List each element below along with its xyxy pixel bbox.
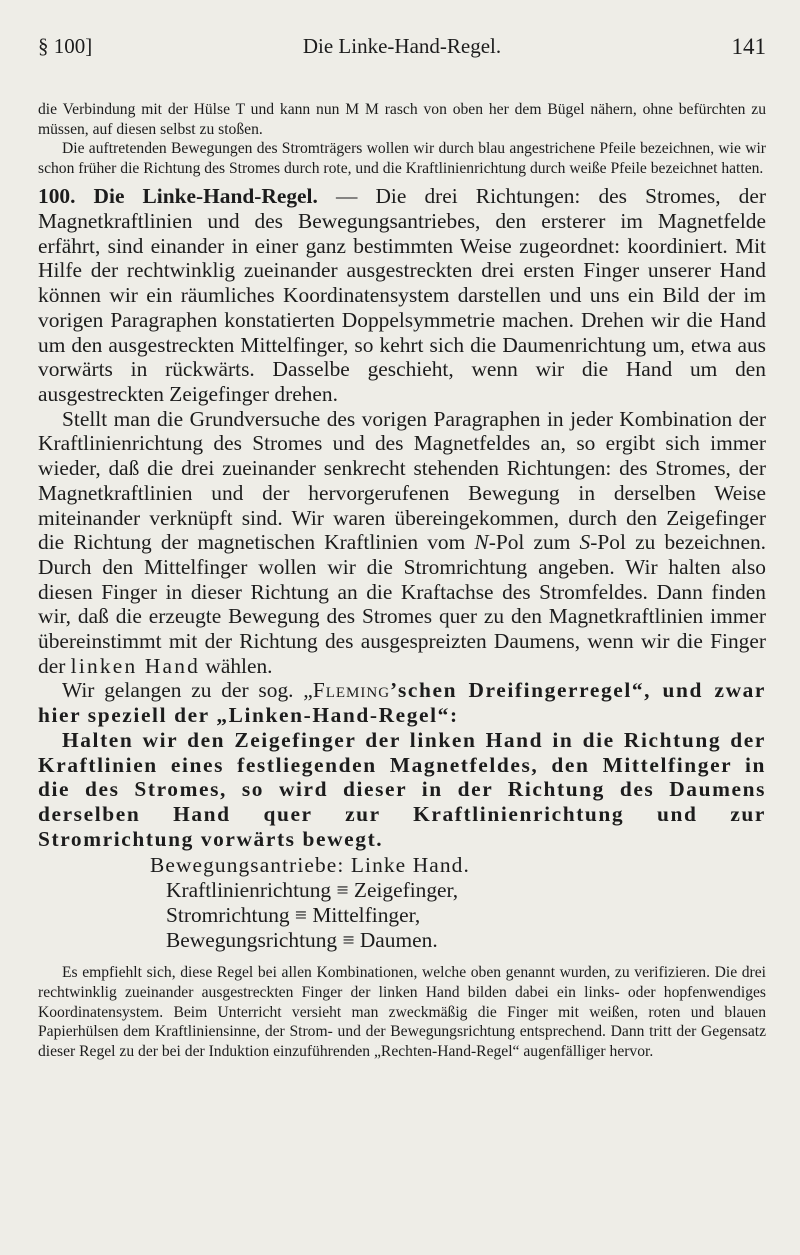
section-paragraph-3 [38,678,766,727]
section-paragraph-2 [38,407,766,679]
section-number: 100. [38,184,76,209]
section-paragraph-1 [38,184,766,406]
n-pole-symbol: N [474,530,489,555]
summary-line-motion: Bewegungsrichtung ≡ Daumen. [166,928,438,953]
summary-heading: Bewegungsantriebe: Linke Hand. [150,853,470,878]
summary-line-field: Kraftlinienrichtung ≡ Zeigefinger, [166,878,459,903]
summary-line-current: Stromrichtung ≡ Mittelfinger, [166,903,421,928]
book-page [38,0,766,1255]
running-title: Die Linke-Hand-Regel. [302,34,502,58]
running-head [38,34,766,64]
intro-paragraph-2: Die auftretenden Bewegungen des Stromträgers wollen wir durch blau angestrichene Pfeile bezeichnen, wie wir schon früher die Richtung des Stromes durch rote, und die Kraftlinienrichtung durch weiße Pfeile bezeichnet hatten. [38,140,766,177]
paragraph-2-part-d: wählen. [200,653,273,678]
section-paragraph-1-text: — Die drei Richtungen: des Stromes, der Magnetkraftlinien und des Bewegungsantriebes, den ersterer im Magnetfelde erfährt, sind einander in einer ganz bestimmten Weise zugeordnet: koordiniert. Mit Hilfe der rechtwinklig zueinander ausgestreckten drei ersten Finger unserer Hand können wir ein räumliches Koordinatensystem darstellen und uns ein Bild der im vorigen Paragraphen konstatierten Doppelsymmetrie machen. Drehen wir die Hand um den ausgestreckten Mittelfinger, so kehrt sich die Daumenrichtung um, etwa aus vorwärts in rückwärts. Dasselbe geschieht, wenn wir die Hand um den ausgestreckten Zeigefinger drehen. [38,184,766,406]
paragraph-3-part-a: Wir gelangen zu der sog. „ [62,678,313,703]
closing-note: Es empfiehlt sich, diese Regel bei allen Kombinationen, welche oben genannt wurden, zu verifizieren. Die drei rechtwinklig zueinander ausgestreckten Finger der linken Hand bilden dabei ein links- oder hopfenwendiges Koordinatensystem. Beim Unterricht versieht man zweckmäßig die Finger mit weißen, roten und blauen Papierhülsen dem Kraftliniensinne, der Strom- und der Bewegungsrichtung entsprechend. Dann tritt der Gegensatz dieser Regel zu der bei der Induktion einzuführenden „Rechten-Hand-Regel“ augenfälliger hervor. [38,964,766,1060]
page-content [38,100,766,1061]
intro-paragraph-1: die Verbindung mit der Hülse T und kann nun M M rasch von oben her dem Bügel nähern, ohne befürchten zu müssen, auf diesen selbst zu stoßen. [38,101,766,138]
paragraph-2-part-b: -Pol zum [488,530,580,555]
s-pole-symbol: S [579,530,591,555]
summary-table [38,853,766,953]
paragraph-3-part-b: ’schen Dreifingerregel“, und zwar hier speziell der „Linken-Hand-Regel“: [38,678,767,728]
section-title: Die Linke-Hand-Regel. [93,184,318,209]
left-hand-rule-statement: Halten wir den Zeigefinger der linken Hand in die Richtung der Kraftlinien eines festliegenden Magnetfeldes, den Mittelfinger in die des Stromes, so wird dieser in der Richtung des Daumens derselben Hand quer zur Kraftlinienrichtung und zur Stromrichtung vorwärts bewegt. [38,727,766,851]
author-name-fleming: Fleming [312,678,391,703]
section-reference: § 100] [38,34,93,58]
paragraph-2-part-a: Stellt man die Grundversuche des vorigen Paragraphen in jeder Kombination der Kraftlinienrichtung des Stromes und des Magnetfeldes an, so ergibt sich immer wieder, daß die drei zueinander senkrecht stehenden Richtungen: des Stromes, der Magnetkraftlinien und der hervorgerufenen Bewegung in derselben Weise miteinander verknüpft sind. Wir waren übereingekommen, durch den Zeigefinger die Richtung der magnetischen Kraftlinien vom [38,406,766,555]
emphasis-linken-hand: linken Hand [70,653,201,678]
paragraph-2-part-c: -Pol zu bezeichnen. Durch den Mittelfinger wollen wir die Stromrichtung angeben. Wir halten also diesen Finger in dieser Richtung an die Kraftachse des Stromfeldes. Dann finden wir, daß die erzeugte Bewegung des Stromes quer zu den Magnetkraftlinien immer übereinstimmt mit der Richtung des ausgespreizten Daumens, wenn wir die Finger der [38,530,766,678]
page-number: 141 [731,34,766,59]
